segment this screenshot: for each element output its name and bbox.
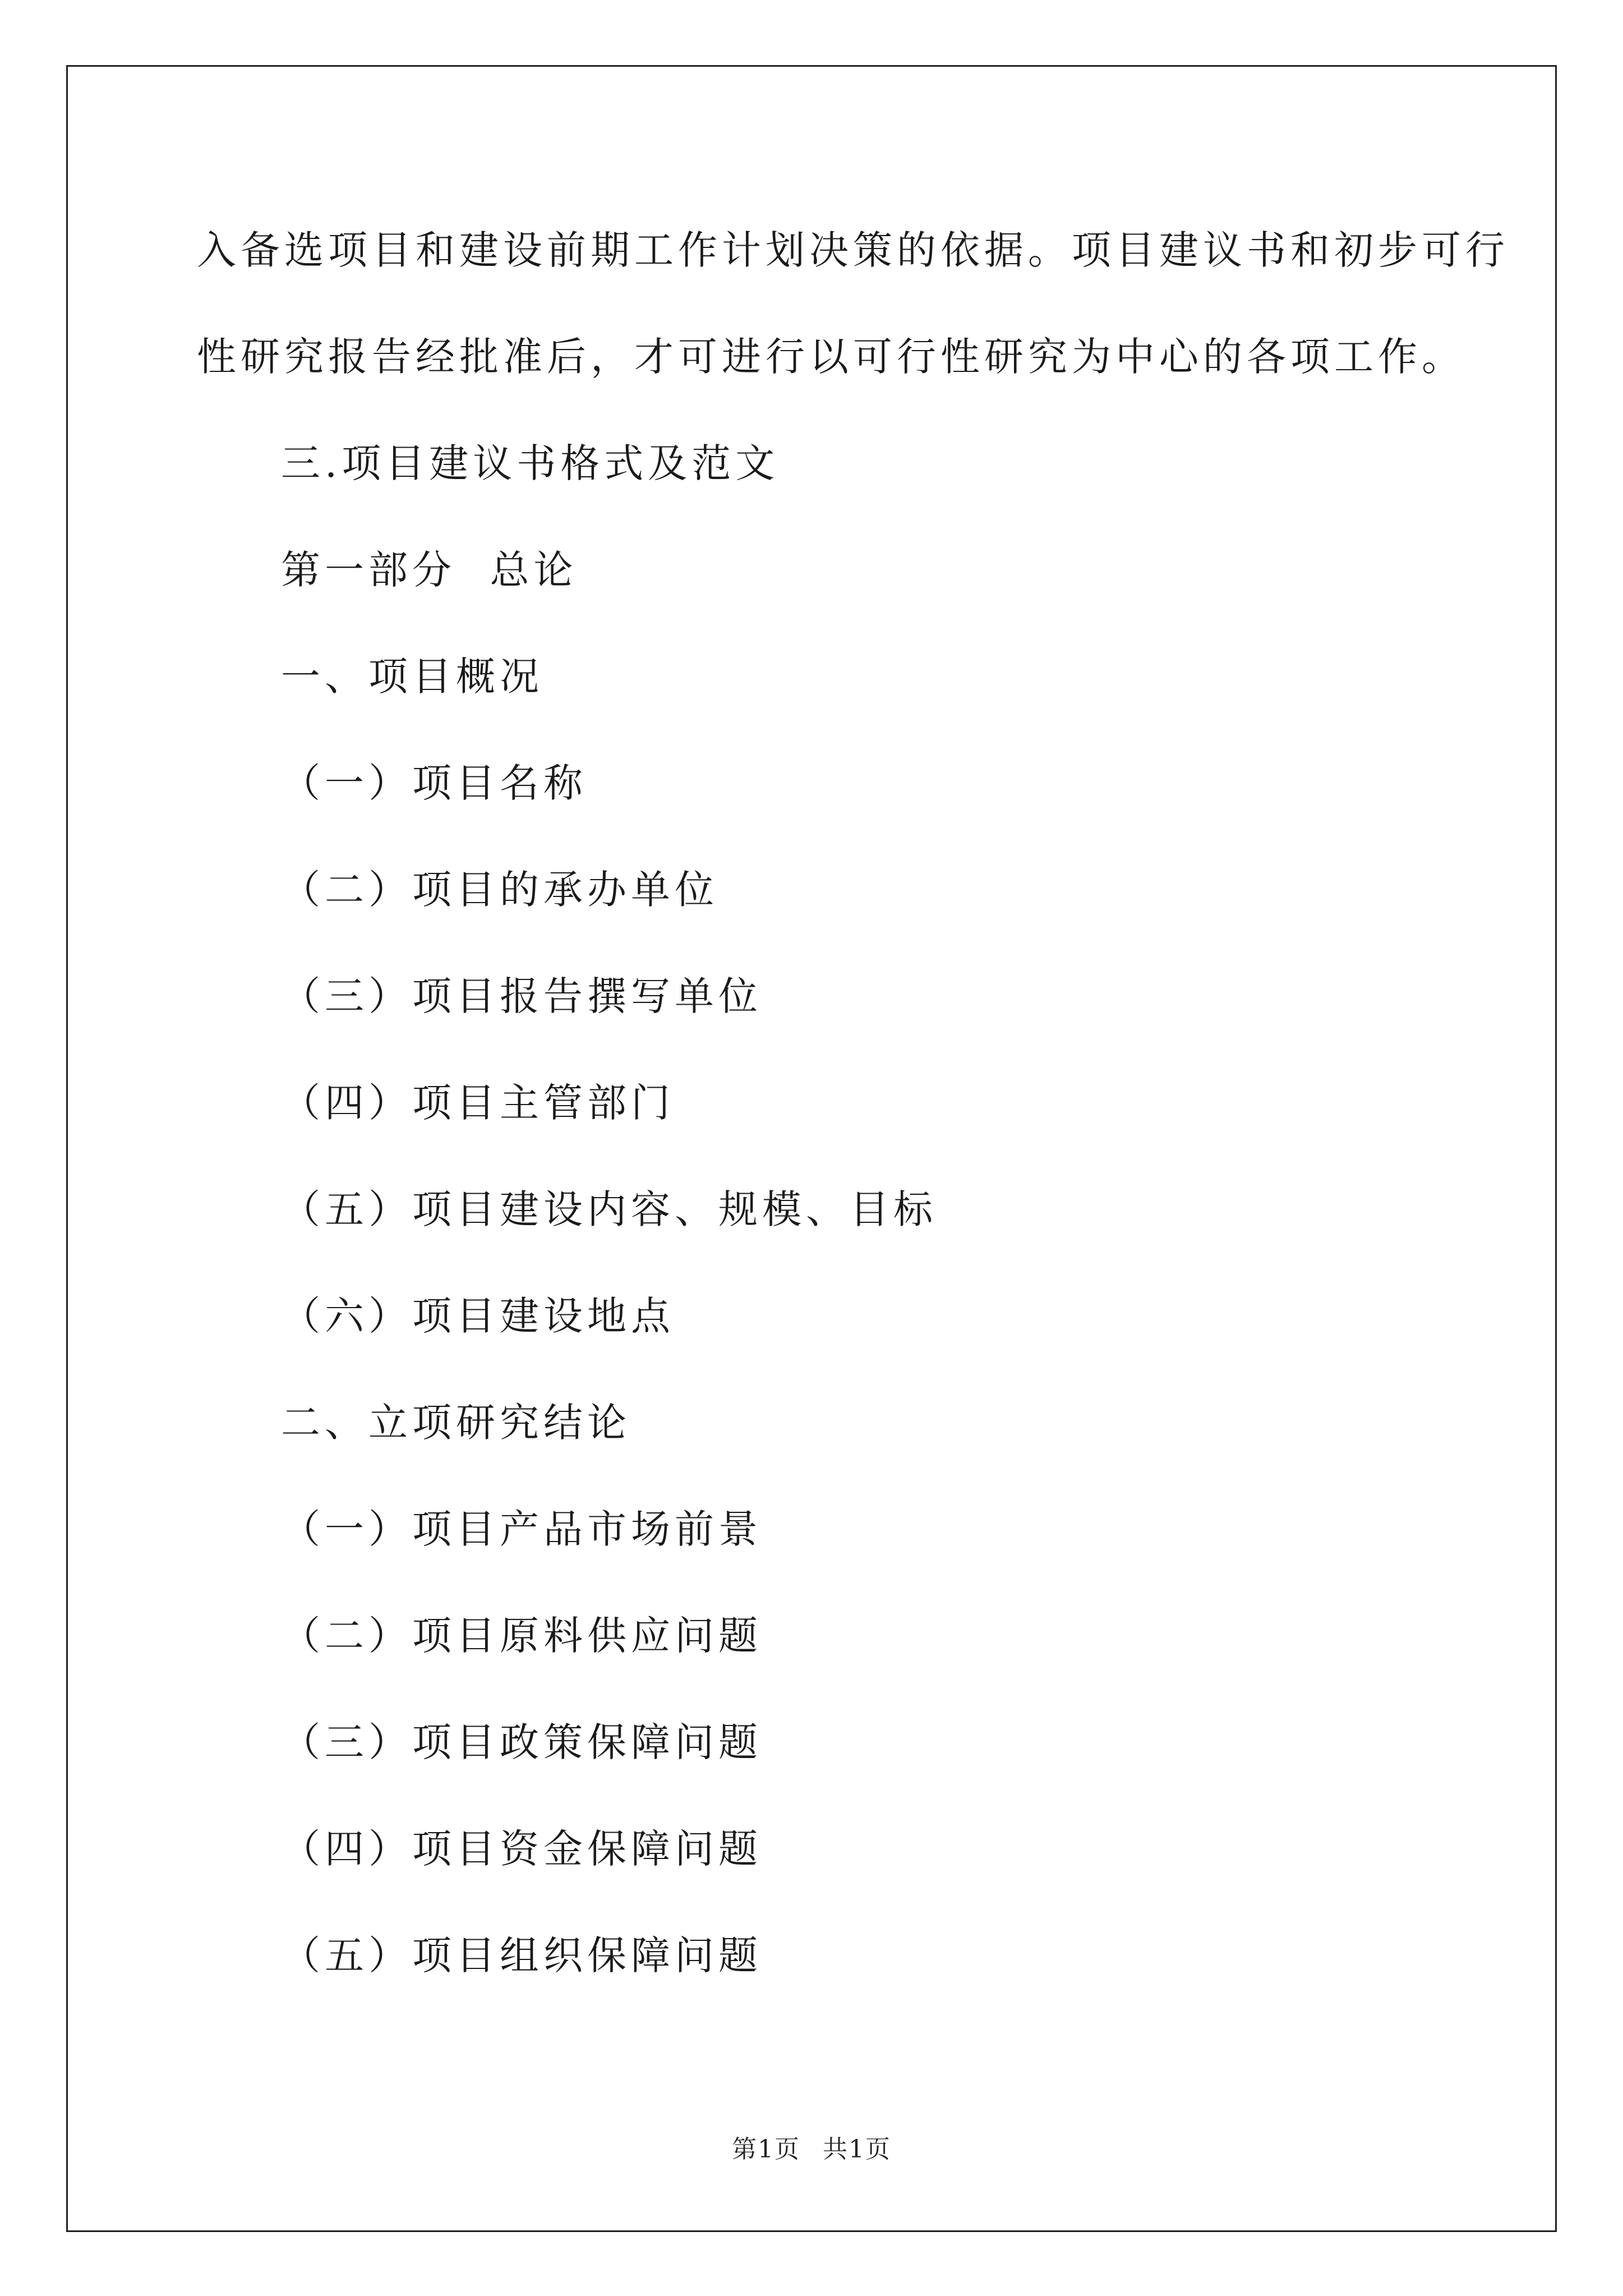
overview-heading: 一、项目概况 [281,654,543,700]
conclusion-item: （一）项目产品市场前景 [281,1506,762,1552]
page-frame [66,65,1557,2232]
overview-item: （二）项目的承办单位 [281,867,718,913]
page-footer [0,2129,1623,2165]
section-heading: 三.项目建议书格式及范文 [281,440,780,486]
page-number: 第1页 [732,2135,800,2164]
page-total: 共1页 [823,2135,891,2164]
paragraph-line-2: 性研究报告经批准后，才可进行以可行性研究为中心的各项工作。 [197,334,1465,380]
conclusion-item: （五）项目组织保障问题 [281,1932,762,1978]
part-heading: 第一部分 总论 [281,547,578,593]
overview-item: （四）项目主管部门 [281,1080,675,1126]
overview-item: （三）项目报告撰写单位 [281,973,762,1019]
paragraph-line-1: 入备选项目和建设前期工作计划决策的依据。项目建议书和初步可行 [197,227,1509,273]
conclusion-item: （四）项目资金保障问题 [281,1826,762,1872]
conclusion-heading: 二、立项研究结论 [281,1400,631,1446]
overview-item: （六）项目建设地点 [281,1293,675,1339]
conclusion-item: （二）项目原料供应问题 [281,1613,762,1659]
overview-item: （一）项目名称 [281,760,587,806]
overview-item: （五）项目建设内容、规模、目标 [281,1186,937,1232]
conclusion-item: （三）项目政策保障问题 [281,1719,762,1765]
